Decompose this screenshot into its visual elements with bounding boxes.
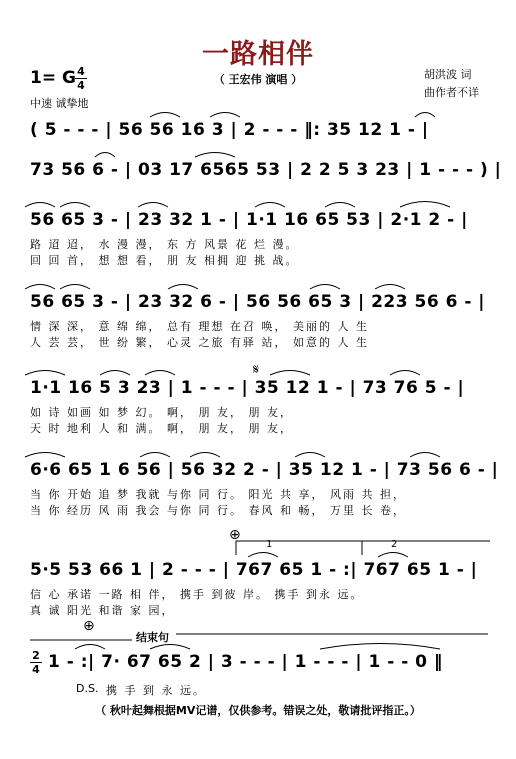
slur	[320, 644, 440, 650]
slur	[310, 285, 340, 290]
music-line-4: 56 65 3 - | 23 32 6 - | 56 56 65 3 | 223 56 6 - |	[30, 292, 486, 312]
volta-2-number: 2	[391, 539, 398, 550]
music-line-1: ( 5 - - - | 56 56 16 3 | 2 - - - ‖: 35 12 1 - |	[30, 120, 429, 140]
singer-credit: （ 王宏伟 演唱 ）	[213, 73, 303, 86]
lyric-line-4a: 情 深 深， 意 绵 绵， 总有 理想 在召 唤， 美丽的 人 生	[30, 320, 369, 333]
slur	[138, 203, 168, 208]
lyric-line-3b: 回 回 首， 想 想 看， 朋 友 相拥 迎 挑 战。	[30, 254, 299, 267]
slur	[375, 285, 405, 290]
slur	[378, 553, 408, 558]
slur	[410, 453, 440, 458]
slur	[255, 203, 285, 208]
slur	[75, 645, 105, 650]
slur	[95, 153, 115, 158]
slur	[25, 203, 55, 208]
lyric-line-7b: 真 诚 阳光 和谐 家 园，	[30, 604, 175, 617]
slur	[390, 371, 420, 376]
music-line-5: 1·1 16 5 3 23 | 1 - - - | 35 12 1 - | 73 76 5 - |	[30, 378, 465, 398]
slur	[190, 453, 220, 458]
lyric-line-4b: 人 芸 芸， 世 纷 繁， 心灵 之旅 有驿 站， 如意的 人 生	[30, 336, 369, 349]
slur	[25, 453, 65, 458]
volta-1-number: 1	[266, 539, 273, 550]
slur	[25, 285, 55, 290]
volta-2-bracket	[362, 541, 490, 555]
music-line-7: 5·5 53 66 1 | 2 - - - | 767 65 1 - :| 767 65 1 - |	[30, 560, 478, 580]
slur	[415, 113, 435, 118]
slur	[400, 202, 450, 208]
music-line-3: 56 65 3 - | 23 32 1 - | 1·1 16 65 53 | 2·1 2 - |	[30, 210, 468, 230]
lyricist-credit: 胡洪波 词	[424, 68, 472, 81]
slur	[248, 553, 278, 558]
slur	[60, 203, 90, 208]
slur	[150, 113, 180, 118]
music-line-2: 73 56 6 - | 03 17 6565 53 | 2 2 5 3 23 | 1 - - - ) |	[30, 160, 502, 180]
music-line-6: 6·6 65 1 6 56 | 56 32 2 - | 35 12 1 - | 73 56 6 - |	[30, 460, 499, 480]
music-line-8: 1 - :| 7· 67 65 2 | 3 - - - | 1 - - - | 1 - - 0 ‖	[48, 652, 443, 672]
slur	[150, 645, 190, 650]
coda-symbol-1: ⊕	[229, 527, 241, 543]
lyric-line-6a: 当 你 开始 追 梦 我就 与你 同 行。 阳光 共 享， 风雨 共 担，	[30, 488, 406, 501]
ds-marking: D.S.	[76, 682, 99, 695]
slur	[210, 113, 240, 118]
key-signature: 1= G	[30, 68, 76, 88]
time-change-numerator: 2	[32, 649, 40, 662]
slur	[25, 371, 65, 376]
ending-bracket	[30, 634, 488, 640]
segno-symbol: 𝄋	[253, 362, 260, 378]
footer-note: （ 秋叶起舞根据MV记谱，仅供参考。错误之处，敬请批评指正。）	[95, 704, 421, 717]
ending-lyric: 携 手 到 永 远。	[106, 684, 206, 697]
time-numerator: 4	[77, 65, 85, 78]
time-denominator: 4	[77, 79, 85, 92]
slur	[168, 285, 198, 290]
slur	[100, 371, 130, 376]
time-change-denominator: 4	[32, 663, 40, 676]
lyric-line-5b: 天 时 地利 人 和 满。 啊， 朋 友， 朋 友，	[30, 422, 293, 435]
slur	[295, 453, 325, 458]
slur	[270, 371, 310, 376]
lyric-line-5a: 如 诗 如画 如 梦 幻。 啊， 朋 友， 朋 友，	[30, 406, 293, 419]
tempo-marking: 中速 诚挚地	[30, 97, 89, 110]
lyric-line-3a: 路 迢 迢， 水 漫 漫， 东 方 风景 花 烂 漫。	[30, 238, 299, 251]
song-title: 一路相伴	[202, 39, 314, 70]
lyric-line-6b: 当 你 经历 风 雨 我会 与你 同 行。 春风 和 畅， 万里 长 卷，	[30, 504, 406, 517]
volta-1-bracket	[236, 541, 362, 555]
slur	[60, 285, 90, 290]
coda-symbol-2: ⊕	[83, 618, 95, 634]
lyric-line-7a: 信 心 承诺 一路 相 伴， 携手 到彼 岸。 携手 到永 远。	[30, 588, 364, 601]
slur	[195, 153, 235, 158]
slur	[140, 453, 170, 458]
composer-credit: 曲作者不详	[424, 86, 479, 99]
slur	[325, 203, 355, 208]
slur	[145, 371, 175, 376]
ending-label: 结束句	[136, 631, 169, 644]
